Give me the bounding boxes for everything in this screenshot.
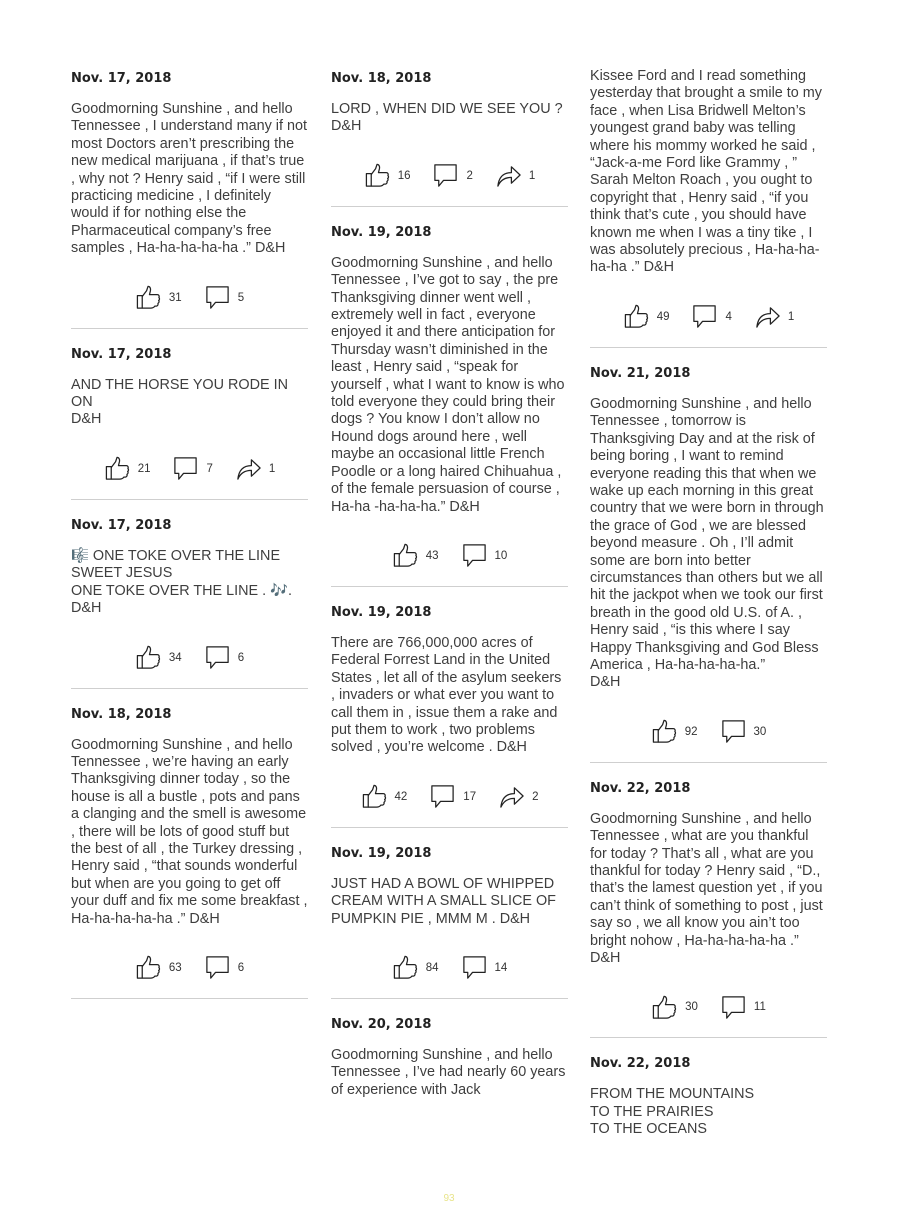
post-reactions <box>331 162 568 190</box>
divider <box>71 499 308 500</box>
post-reactions <box>590 993 827 1021</box>
comment-count: 17 <box>463 790 477 803</box>
comment-stat[interactable] <box>204 644 244 671</box>
like-stat[interactable] <box>135 284 182 311</box>
divider <box>331 206 568 207</box>
post-text: JUST HAD A BOWL OF WHIPPED CREAM WITH A SMALL SLICE OF PUMPKIN PIE , MMM M . D&H <box>331 875 556 927</box>
post-reactions <box>590 718 827 746</box>
divider <box>71 998 308 999</box>
like-stat[interactable] <box>361 783 408 810</box>
comment-icon <box>172 455 199 482</box>
post-reactions <box>71 644 308 672</box>
like-count: 49 <box>656 310 670 323</box>
post-text: There are 766,000,000 acres of Federal Forrest Land in the United States , let all of the asylum seekers , invaders or what ever you want to call them in , issue them a rake and put them to work , two problems solved , you’re welcome . D&H <box>331 634 562 756</box>
divider <box>590 347 827 348</box>
post-date: Nov. 19, 2018 <box>331 224 432 240</box>
post <box>590 778 827 1039</box>
column-1 <box>71 68 308 1014</box>
post-date: Nov. 22, 2018 <box>590 1056 691 1072</box>
post-date: Nov. 19, 2018 <box>331 845 432 861</box>
share-count: 1 <box>528 169 536 182</box>
comment-stat[interactable] <box>720 718 767 745</box>
comment-stat[interactable] <box>204 954 244 981</box>
post-text: Goodmorning Sunshine , and hello Tennessee , I’ve had nearly 60 years of experience with Jack <box>331 1046 566 1098</box>
post <box>331 68 568 207</box>
like-stat[interactable] <box>364 162 411 189</box>
comment-count: 30 <box>753 725 767 738</box>
comment-icon <box>429 783 456 810</box>
like-stat[interactable] <box>392 542 439 569</box>
post <box>331 602 568 828</box>
thumbs-up-icon <box>392 954 419 981</box>
share-count: 2 <box>532 790 539 803</box>
post-text: FROM THE MOUNTAINS TO THE PRAIRIES TO THE OCEANS <box>590 1086 755 1138</box>
comment-icon <box>720 994 747 1021</box>
comment-stat[interactable] <box>172 455 212 482</box>
divider <box>331 998 568 999</box>
page-number: 93 <box>443 1193 455 1204</box>
post-text: Kissee Ford and I read something yesterday that brought a smile to my face , when Lisa Bridwell Melton’s youngest grand baby was telling where his mommy worked he said , “Jack-a-me Ford like Grammy , ” Sarah Melton Roach , you ought to copyright that , Henry said , “if you think that’s cute , you should have known me when I was a tiny tike , I was absolutely precious , Ha-ha-ha-ha-ha .” D&H <box>590 68 822 276</box>
post-text: 🎼 ONE TOKE OVER THE LINE SWEET JESUS ONE TOKE OVER THE LINE . 🎶. D&H <box>71 547 293 617</box>
post-reactions <box>331 954 568 982</box>
share-stat[interactable] <box>235 455 275 482</box>
post-date: Nov. 18, 2018 <box>331 71 432 86</box>
thumbs-up-icon <box>361 783 388 810</box>
post <box>331 1014 568 1099</box>
post <box>71 68 308 329</box>
like-count: 34 <box>168 651 182 664</box>
column-2 <box>331 68 568 1099</box>
divider <box>331 827 568 828</box>
like-count: 92 <box>684 725 698 738</box>
share-icon <box>754 303 781 330</box>
comment-icon <box>204 954 231 981</box>
thumbs-up-icon <box>104 455 131 482</box>
comment-count: 6 <box>237 961 245 974</box>
divider <box>331 586 568 587</box>
comment-count: 11 <box>753 1001 766 1014</box>
post-text: Goodmorning Sunshine , and hello Tennessee , tomorrow is Thanksgiving Day and at the risk of being boring , I want to remind everyone reading this that when we wake up each morning in this great country that we were born in through the grace of God , we are blessed beyond measure . Oh , I’ll admit some are born into better circumstances than others but we all hit the jackpot when we took our first breath in the good old U.S. of A. , Henry said , “is this where I say Happy Thanksgiving and God Bless America , Ha-ha-ha-ha-ha.” D&H <box>590 395 824 691</box>
comment-count: 6 <box>237 651 245 664</box>
like-count: 30 <box>685 1001 698 1014</box>
comment-stat[interactable] <box>204 284 244 311</box>
share-stat[interactable] <box>498 783 538 810</box>
post-date: Nov. 21, 2018 <box>590 365 691 381</box>
post-text: LORD , WHEN DID WE SEE YOU ? D&H <box>331 101 563 135</box>
post <box>331 843 568 999</box>
comment-stat[interactable] <box>432 162 472 189</box>
like-count: 16 <box>397 169 411 182</box>
comment-stat[interactable] <box>461 954 508 981</box>
post <box>590 363 827 763</box>
post-reactions <box>331 542 568 570</box>
post <box>590 68 827 348</box>
like-stat[interactable] <box>104 455 151 482</box>
comment-icon <box>691 303 718 330</box>
post-text: Goodmorning Sunshine , and hello Tennessee , what are you thankful for today ? That’s all , what are you thankful for today ? Henry said , “D., that’s the lamest question yet , if you can’t think of something to post , just say so , we all know you ain’t too bright nohow , Ha-ha-ha-ha-ha .” D&H <box>590 810 823 967</box>
thumbs-up-icon <box>135 284 162 311</box>
divider <box>71 328 308 329</box>
thumbs-up-icon <box>392 542 419 569</box>
share-stat[interactable] <box>754 303 794 330</box>
post-date: Nov. 19, 2018 <box>331 604 432 620</box>
post-date: Nov. 17, 2018 <box>71 71 172 86</box>
like-stat[interactable] <box>392 954 439 981</box>
post <box>331 222 568 587</box>
thumbs-up-icon <box>135 644 162 671</box>
share-stat[interactable] <box>495 162 535 189</box>
post-date: Nov. 22, 2018 <box>590 780 691 796</box>
share-count: 1 <box>268 462 276 475</box>
post-date: Nov. 18, 2018 <box>71 706 172 722</box>
divider <box>71 688 308 689</box>
comment-count: 5 <box>237 291 245 304</box>
like-stat[interactable] <box>651 718 698 745</box>
comment-icon <box>204 284 231 311</box>
thumbs-up-icon <box>651 994 678 1021</box>
like-count: 63 <box>168 961 182 974</box>
post-reactions <box>71 954 308 982</box>
thumbs-up-icon <box>651 718 678 745</box>
post-reactions <box>590 303 827 331</box>
post <box>71 344 308 500</box>
comment-icon <box>204 644 231 671</box>
post <box>71 515 308 689</box>
comment-icon <box>461 954 488 981</box>
comment-icon <box>432 162 459 189</box>
post <box>71 704 308 999</box>
comment-count: 4 <box>725 310 732 323</box>
post-date: Nov. 20, 2018 <box>331 1016 432 1032</box>
post-reactions <box>71 455 308 483</box>
thumbs-up-icon <box>135 954 162 981</box>
like-stat[interactable] <box>623 303 670 330</box>
comment-count: 10 <box>494 549 508 562</box>
share-icon <box>498 783 525 810</box>
post-date: Nov. 17, 2018 <box>71 346 172 362</box>
like-stat[interactable] <box>135 954 182 981</box>
thumbs-up-icon <box>623 303 650 330</box>
share-icon <box>235 455 262 482</box>
comment-icon <box>461 542 488 569</box>
like-count: 43 <box>425 549 439 562</box>
comment-stat[interactable] <box>429 783 476 810</box>
comment-stat[interactable] <box>691 303 731 330</box>
comment-count: 7 <box>206 462 213 475</box>
like-stat[interactable] <box>135 644 182 671</box>
post-reactions <box>331 783 568 811</box>
comment-count: 14 <box>494 961 508 974</box>
column-3 <box>590 68 827 1139</box>
like-count: 21 <box>137 462 151 475</box>
comment-stat[interactable] <box>720 994 766 1021</box>
post <box>590 1053 827 1138</box>
share-count: 1 <box>787 310 795 323</box>
post-text: Goodmorning Sunshine , and hello Tennessee , I understand many if not most Doctors aren’t prescribing the new medical marijuana , if that’s true , why not ? Henry said , “if I were still practicing medicine , I definitely would if for nothing else the Pharmaceutical company’s free samples , Ha-ha-ha-ha-ha .” D&H <box>71 101 307 257</box>
post-reactions <box>71 284 308 312</box>
like-count: 31 <box>168 291 182 304</box>
comment-icon <box>720 718 747 745</box>
post-text: Goodmorning Sunshine , and hello Tennessee , we’re having an early Thanksgiving dinner today , so the house is all a bustle , pots and pans a clanging and the smell is awesome , there will be lots of good stuff but the best of all , the Turkey dressing , Henry said , “that sounds wonderful but when are you going to get off your duff and fix me some breakfast , Ha-ha-ha-ha-ha .” D&H <box>71 736 308 927</box>
post-text: Goodmorning Sunshine , and hello Tennessee , I’ve got to say , the pre Thanksgiving dinner went well , extremely well in fact , everyone enjoyed it and there anticipation for Thursday wasn’t diminished in the least , Henry said , “speak for yourself , what I want to know is who told everyone they could bring their dogs ? You know I don’t allow no Hound dogs around here , well maybe an occasional little French Poodle or a long haired Chihuahua , of the female persuasion of course , Ha-ha -ha-ha-ha.” D&H <box>331 254 565 515</box>
thumbs-up-icon <box>364 162 391 189</box>
like-count: 84 <box>425 961 439 974</box>
like-count: 42 <box>394 790 408 803</box>
divider <box>590 762 827 763</box>
divider <box>590 1037 827 1038</box>
post-date: Nov. 17, 2018 <box>71 517 172 533</box>
comment-count: 2 <box>466 169 473 182</box>
share-icon <box>495 162 522 189</box>
comment-stat[interactable] <box>461 542 508 569</box>
post-text: AND THE HORSE YOU RODE IN ON D&H <box>71 376 288 428</box>
like-stat[interactable] <box>651 994 698 1021</box>
